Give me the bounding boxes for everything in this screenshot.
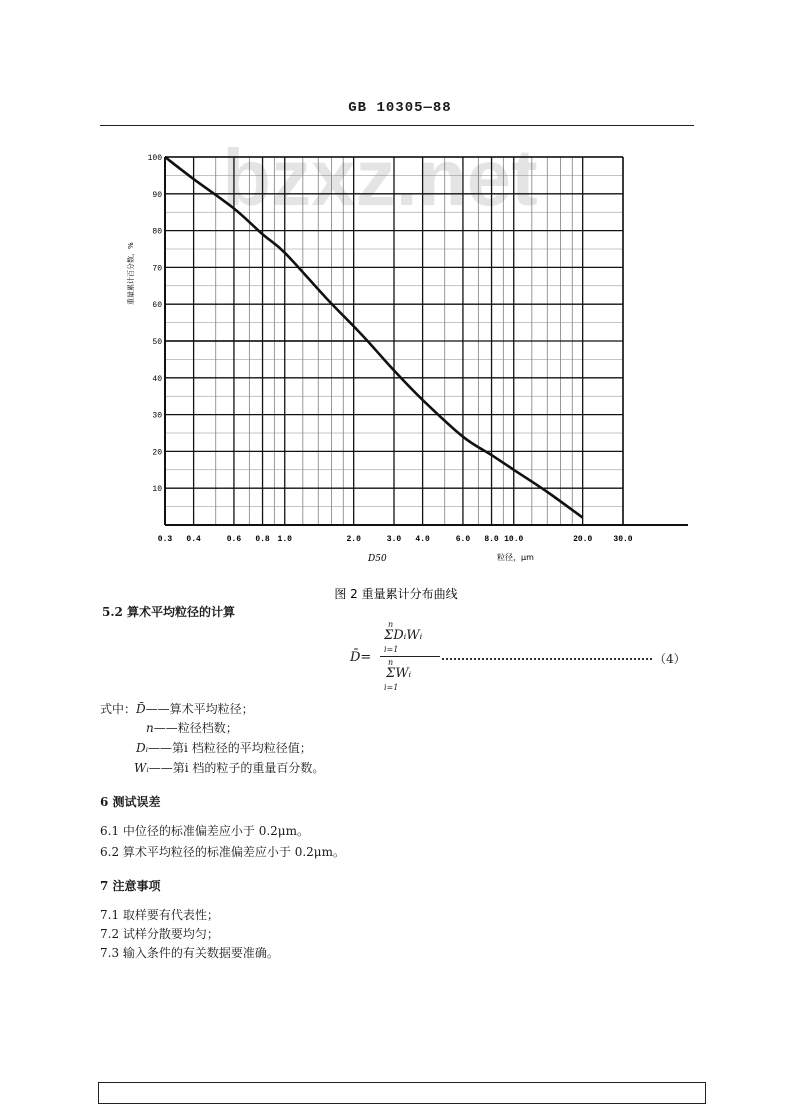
- median-label: D50: [368, 554, 387, 564]
- list-item: 7.2 试样分散要均匀；: [100, 927, 219, 941]
- def-text: ——算术平均粒径；: [145, 702, 254, 716]
- definition-row: [136, 701, 254, 717]
- y-tick-label: 90: [152, 190, 162, 200]
- x-tick-label: 2.0: [346, 535, 361, 544]
- y-tick-label: 100: [147, 154, 162, 163]
- section-6-heading: 6 测试误差: [100, 795, 161, 809]
- section-5-2-heading: 5.2 算术平均粒径的计算: [102, 605, 236, 619]
- footer-frame: [98, 1082, 706, 1104]
- def-text: ——第i 档的粒子的重量百分数。: [148, 761, 325, 775]
- x-tick-labels: [158, 535, 633, 544]
- def-symbol: Wᵢ: [134, 761, 149, 775]
- sum-top-n-2: n: [388, 658, 394, 667]
- x-axis-label: 粒径，μm: [497, 553, 534, 562]
- figure-caption: 图 2 重量累计分布曲线: [334, 587, 458, 600]
- def-symbol: D̄: [136, 702, 146, 716]
- y-axis-label: 重量累计百分数，%: [127, 242, 135, 305]
- def-text: ——粒径档数；: [153, 721, 238, 735]
- definition-row: [134, 760, 324, 776]
- y-tick-label: 50: [152, 338, 162, 347]
- y-tick-label: 30: [152, 411, 162, 421]
- x-tick-label: 10.0: [504, 535, 524, 544]
- y-tick-label: 60: [152, 301, 162, 311]
- list-item: 6.2 算术平均粒径的标准偏差应小于 0.2μm。: [100, 845, 345, 859]
- mean-diameter-formula: [350, 620, 440, 696]
- watermark: bzxz.net: [222, 133, 538, 222]
- definition-row: [146, 720, 238, 736]
- sum-top-n: n: [388, 620, 394, 629]
- y-tick-label: 20: [152, 448, 162, 458]
- x-tick-label: 0.4: [186, 535, 201, 544]
- y-tick-label: 40: [152, 374, 162, 384]
- y-tick-label: 70: [152, 264, 162, 274]
- x-tick-label: 1.0: [277, 535, 292, 544]
- x-tick-label: 4.0: [415, 535, 430, 544]
- def-symbol: n: [146, 721, 154, 735]
- y-tick-label: 80: [152, 227, 162, 237]
- standard-code: GB 10305—88: [348, 100, 452, 116]
- list-item: 7.3 输入条件的有关数据要准确。: [100, 946, 279, 960]
- definition-row: [136, 740, 312, 756]
- section-7-heading: 7 注意事项: [100, 879, 161, 893]
- list-item: 6.1 中位径的标准偏差应小于 0.2μm。: [100, 824, 309, 838]
- where-intro: 式中：: [100, 702, 137, 716]
- leader-dots: [442, 658, 652, 660]
- x-tick-label: 0.3: [157, 535, 173, 544]
- formula-lhs: D̄=: [350, 650, 372, 665]
- x-tick-label: 8.0: [484, 535, 499, 544]
- x-tick-label: 6.0: [455, 535, 471, 544]
- x-tick-label: 20.0: [573, 535, 593, 544]
- list-item: 7.1 取样要有代表性；: [100, 908, 219, 922]
- def-symbol: Dᵢ: [136, 741, 149, 755]
- x-tick-label: 0.8: [255, 535, 270, 544]
- x-tick-label: 30.0: [613, 535, 633, 544]
- y-tick-labels: [148, 154, 163, 494]
- equation-number: （4）: [654, 652, 686, 666]
- sum-bottom-i-2: i=1: [384, 683, 399, 692]
- x-tick-label: 3.0: [386, 535, 402, 544]
- y-tick-label: 10: [152, 485, 162, 495]
- sum-bottom-i: i=1: [384, 645, 399, 654]
- formula-denominator: ΣWᵢ: [386, 666, 412, 681]
- def-text: ——第i 档粒径的平均粒径值；: [148, 741, 312, 755]
- fraction-bar: [380, 656, 440, 657]
- formula-numerator: ΣDᵢWᵢ: [384, 628, 423, 643]
- x-tick-label: 0.6: [226, 535, 242, 544]
